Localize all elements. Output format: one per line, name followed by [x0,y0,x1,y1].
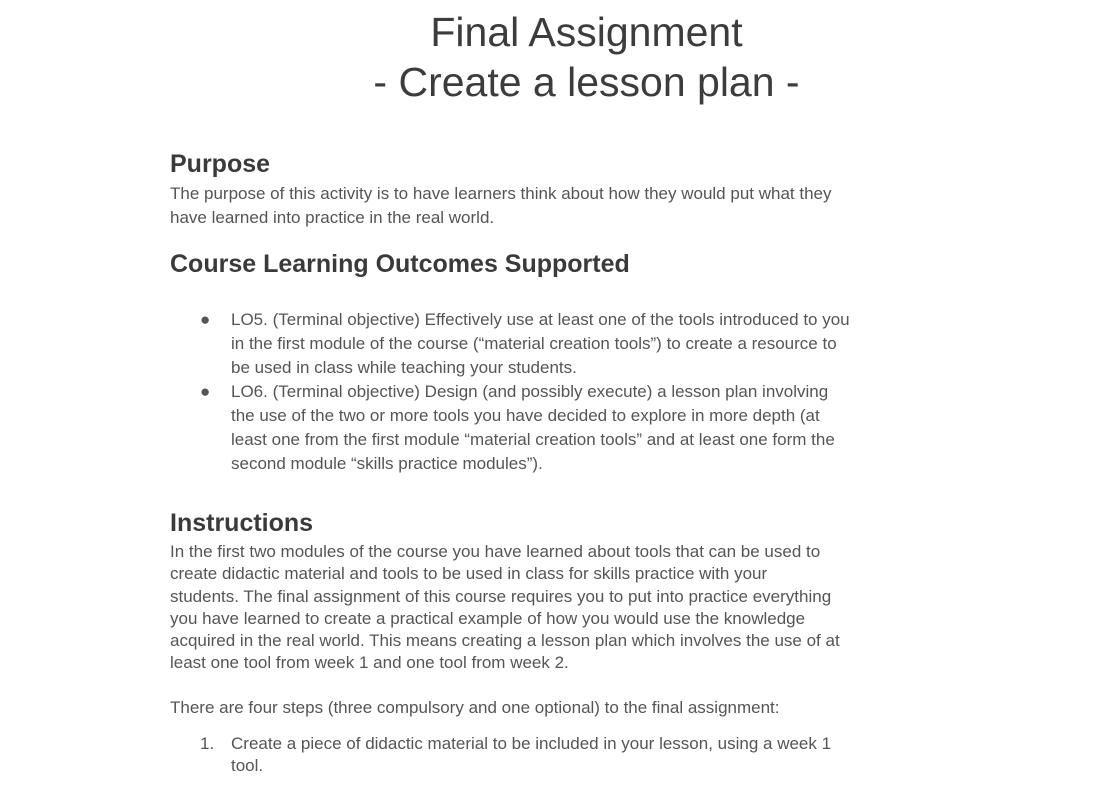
text-line: tool. [231,756,264,775]
outcomes-heading: Course Learning Outcomes Supported [170,250,630,278]
text-line: create didactic material and tools to be used in class for skills practice with your [170,564,768,584]
instructions-paragraph [170,541,840,675]
purpose-paragraph [170,182,831,230]
text-line: least one tool from week 1 and one tool from week 2. [170,653,569,673]
instructions-heading: Instructions [170,509,314,537]
text-line: the use of the two or more tools you have decided to explore in more depth (at [231,406,820,425]
text-line: you have learned to create a practical example of how you would use the knowledge [170,608,806,628]
text-line: The purpose of this activity is to have learners think about how they would put what they [170,184,832,203]
text-line: Create a piece of didactic material to be included in your lesson, using a week 1 [231,734,832,753]
bullet-icon: ● [200,382,211,401]
text-line: acquired in the real world. This means creating a lesson plan which involves the use of at [170,631,840,651]
title-line-1: Final Assignment [430,9,743,55]
text-line: be used in class while teaching your students. [231,358,577,377]
text-line: students. The final assignment of this course requires you to put into practice everything [170,586,832,606]
text-line: have learned into practice in the real world. [170,208,495,227]
purpose-heading: Purpose [170,150,271,178]
step-number: 1. [200,734,215,753]
bullet-icon: ● [200,310,211,329]
text-line: in the first module of the course (“material creation tools”) to create a resource to [231,334,837,353]
text-line: LO5. (Terminal objective) Effectively use at least one of the tools introduced to you [231,310,850,329]
page-title [0,8,1113,106]
text-line: second module “skills practice modules”). [231,454,543,473]
steps-intro: There are four steps (three compulsory and one optional) to the final assignment: [170,698,780,717]
text-line: In the first two modules of the course you have learned about tools that can be used to [170,542,821,561]
text-line: least one from the first module “material creation tools” and at least one form the [231,430,835,449]
text-line: LO6. (Terminal objective) Design (and possibly execute) a lesson plan involving [231,382,829,401]
title-line-2: - Create a lesson plan - [373,59,800,105]
